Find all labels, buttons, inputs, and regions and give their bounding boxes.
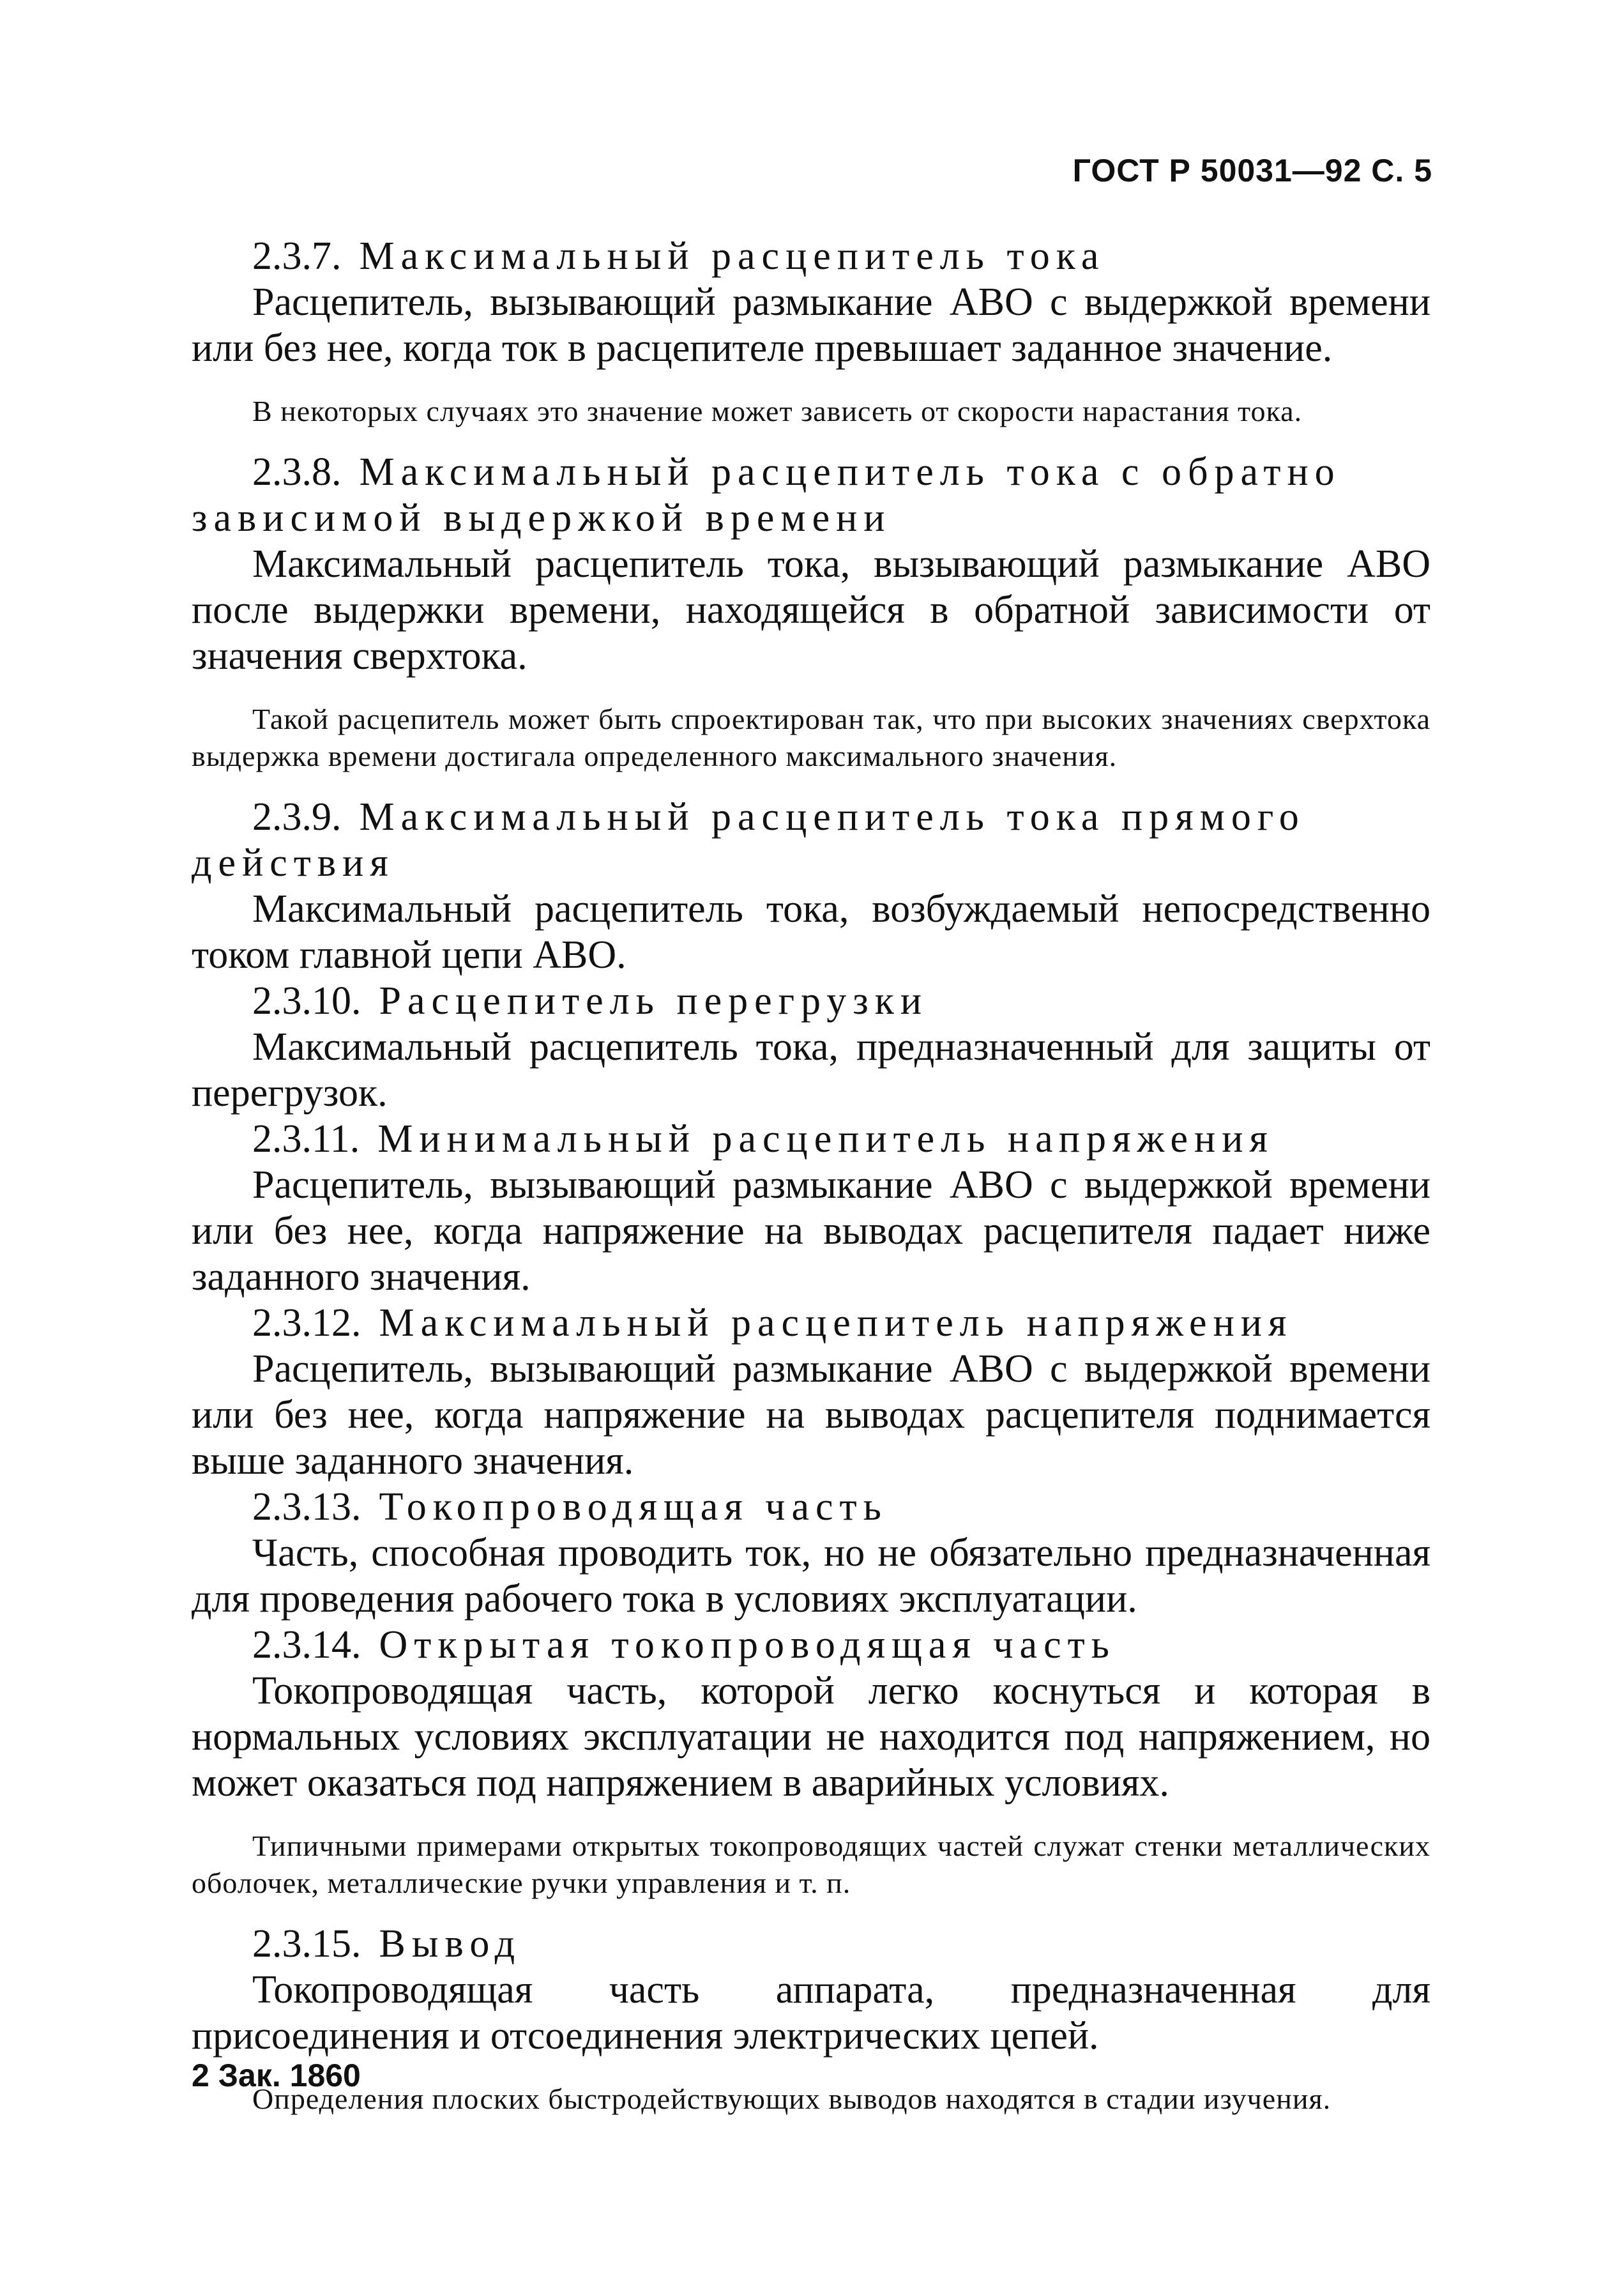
section-heading (192, 1484, 1430, 1530)
section-number: 2.3.9. (252, 795, 342, 839)
section-heading (192, 1300, 1430, 1346)
page-footer: 2 Зак. 1860 (192, 2058, 361, 2093)
section-2-3-14 (192, 1622, 1430, 1902)
section-2-3-13 (192, 1484, 1430, 1622)
section-definition: Токопроводящая часть аппарата, предназначенная для присоединения и отсоединения электрических цепей. (192, 1968, 1430, 2058)
section-note: В некоторых случаях это значение может зависеть от скорости нарастания тока. (252, 395, 1303, 427)
section-definition: Расцепитель, вызывающий размыкание АВО с выдержкой времени или без нее, когда ток в расцепителе превышает заданное значение. (192, 280, 1430, 370)
section-heading (192, 1921, 1430, 1967)
section-number: 2.3.12. (252, 1301, 361, 1345)
section-2-3-9 (192, 794, 1430, 978)
section-title: Максимальный расцепитель тока прямого действия (192, 795, 1305, 885)
section-number: 2.3.11. (252, 1117, 360, 1161)
section-heading (192, 1116, 1430, 1162)
section-number: 2.3.8. (252, 450, 342, 494)
section-2-3-11 (192, 1116, 1430, 1300)
document-body (192, 233, 1430, 2137)
section-title: Открытая токопроводящая часть (379, 1623, 1116, 1667)
section-title: Вывод (379, 1922, 522, 1966)
section-definition: Часть, способная проводить ток, но не обязательно предназначенная для проведения рабочего тока в условиях эксплуатации. (192, 1531, 1430, 1621)
section-2-3-7 (192, 233, 1430, 430)
section-definition: Расцепитель, вызывающий размыкание АВО с выдержкой времени или без нее, когда напряжение на выводах расцепителя падает ниже заданного значения. (192, 1163, 1430, 1299)
section-definition: Максимальный расцепитель тока, предназначенный для защиты от перегрузок. (192, 1025, 1430, 1115)
section-number: 2.3.15. (252, 1922, 361, 1966)
section-title: Максимальный расцепитель тока (359, 234, 1105, 278)
section-2-3-12 (192, 1300, 1430, 1484)
section-definition: Расцепитель, вызывающий размыкание АВО с выдержкой времени или без нее, когда напряжение на выводах расцепителя поднимается выше заданного значения. (192, 1347, 1430, 1483)
section-definition: Максимальный расцепитель тока, возбуждаемый непосредственно током главной цепи АВО. (192, 887, 1430, 977)
section-heading (192, 794, 1430, 886)
section-heading (192, 1622, 1430, 1668)
section-definition: Максимальный расцепитель тока, вызывающий размыкание АВО после выдержки времени, находящейся в обратной зависимости от значения сверхтока. (192, 542, 1430, 678)
page-header: ГОСТ Р 50031—92 С. 5 (1072, 153, 1432, 188)
section-2-3-10 (192, 978, 1430, 1116)
section-title: Максимальный расцепитель напряжения (379, 1301, 1293, 1345)
section-heading (192, 449, 1430, 541)
section-number: 2.3.13. (252, 1485, 361, 1529)
section-number: 2.3.10. (252, 979, 361, 1023)
section-title: Токопроводящая часть (379, 1485, 888, 1529)
section-title: Минимальный расцепитель напряжения (377, 1117, 1274, 1161)
section-number: 2.3.7. (252, 234, 342, 278)
section-heading (192, 978, 1430, 1024)
section-number: 2.3.14. (252, 1623, 361, 1667)
section-note: Такой расцепитель может быть спроектирован так, что при высоких значениях сверхтока выдержка времени достигала определенного максимального значения. (192, 703, 1430, 772)
section-title: Максимальный расцепитель тока с обратно зависимой выдержкой времени (192, 450, 1341, 540)
section-2-3-8 (192, 449, 1430, 775)
section-note: Типичными примерами открытых токопроводящих частей служат стенки металлических оболочек, металлические ручки управления и т. п. (192, 1830, 1430, 1899)
section-definition: Токопроводящая часть, которой легко коснуться и которая в нормальных условиях эксплуатации не находится под напряжением, но может оказаться под напряжением в аварийных условиях. (192, 1669, 1430, 1805)
section-2-3-15 (192, 1921, 1430, 2118)
section-heading (192, 233, 1430, 279)
section-title: Расцепитель перегрузки (379, 979, 929, 1023)
section-note: Определения плоских быстродействующих выводов находятся в стадии изучения. (252, 2082, 1332, 2115)
